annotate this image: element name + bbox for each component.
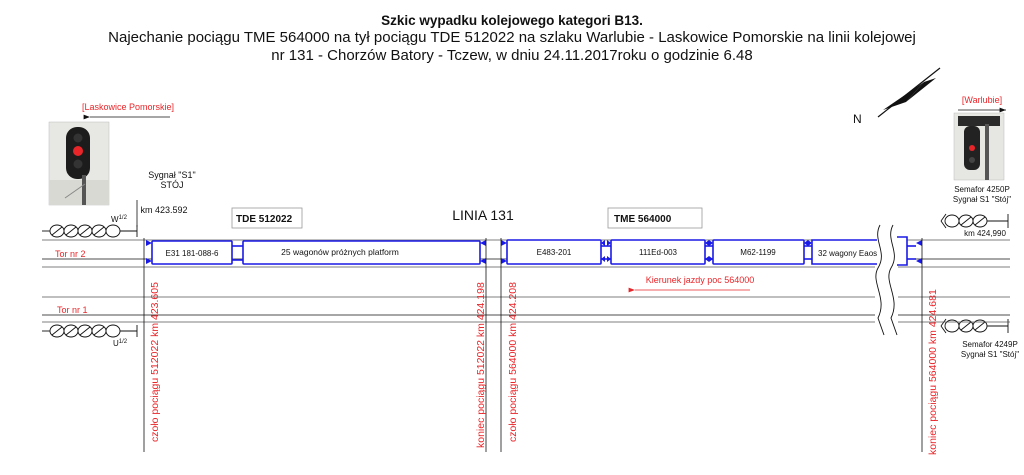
title-line-2: Najechanie pociągu TME 564000 na tył pociągu TDE 512022 na szlaku Warlubie - Laskowice Pomorskie na linii kolejowej — [108, 29, 916, 46]
track-2-label: Tor nr 2 — [55, 249, 86, 259]
signal-symbol-right-top-icon — [941, 214, 1008, 228]
marker-koniec-564000: koniec pociągu 564000 km 424.681 — [927, 289, 939, 455]
signal-symbol-u-icon — [42, 325, 137, 337]
right-signal-bottom-name: Semafor 4249P — [962, 340, 1018, 349]
train-tme-name: TME 564000 — [614, 214, 672, 225]
marker-czolo-564000: czoło pociągu 564000 km 424.208 — [507, 282, 519, 442]
wagon-e31-label: E31 181-088-6 — [165, 249, 219, 258]
marker-czolo-512022: czoło pociągu 512022 km 423.605 — [149, 282, 161, 442]
left-signal-name: Sygnał "S1" — [148, 170, 196, 180]
km-marker-lines — [144, 238, 922, 452]
wagon-e483-label: E483-201 — [536, 248, 572, 257]
train-tde-name: TDE 512022 — [236, 214, 293, 225]
right-signal-km: km 424,990 — [964, 229, 1006, 238]
title-line-1: Szkic wypadku kolejowego kategori B13. — [381, 13, 643, 28]
wagon-111ed-label: 111Ed-003 — [639, 248, 677, 257]
line-label: LINIA 131 — [452, 207, 514, 223]
north-label: N — [853, 112, 862, 126]
left-signal-state: STÓJ — [160, 180, 184, 190]
left-signal-photo — [49, 122, 109, 205]
wagon-tde-platforms-label: 25 wagonów próżnych platform — [281, 247, 399, 257]
right-signal-bottom-state: Sygnał S1 "Stój" — [960, 350, 1020, 359]
marker-koniec-512022: koniec pociągu 512022 km 424.198 — [475, 282, 487, 448]
north-arrow-icon — [878, 68, 940, 117]
track-break-symbol — [876, 225, 897, 335]
right-signal-top-name: Semafor 4250P — [954, 185, 1010, 194]
signal-symbol-right-bottom-icon — [941, 319, 1008, 333]
u-label: $U^{1/2}$ — [113, 339, 128, 348]
right-signal-photo — [954, 113, 1004, 180]
title-line-3: nr 131 - Chorzów Batory - Tczew, w dniu 24.11.2017roku o godzinie 6.48 — [271, 47, 753, 64]
direction-note: Kierunek jazdy poc 564000 — [645, 275, 755, 285]
right-signal-top-state: Sygnał S1 "Stój" — [952, 195, 1012, 204]
direction-laskowice: [Laskowice Pomorskie] — [81, 102, 175, 112]
left-signal-km: km 423.592 — [140, 205, 188, 215]
w-label: $W^{1/2}$ — [111, 215, 127, 224]
signal-symbol-w-icon — [42, 225, 137, 237]
track-1-label: Tor nr 1 — [57, 305, 88, 315]
wagon-m62-label: M62-1199 — [740, 248, 776, 257]
wagon-tme-eaos-label: 32 wagony Eaos — [818, 249, 878, 258]
direction-warlubie: [Warlubie] — [961, 95, 1003, 105]
